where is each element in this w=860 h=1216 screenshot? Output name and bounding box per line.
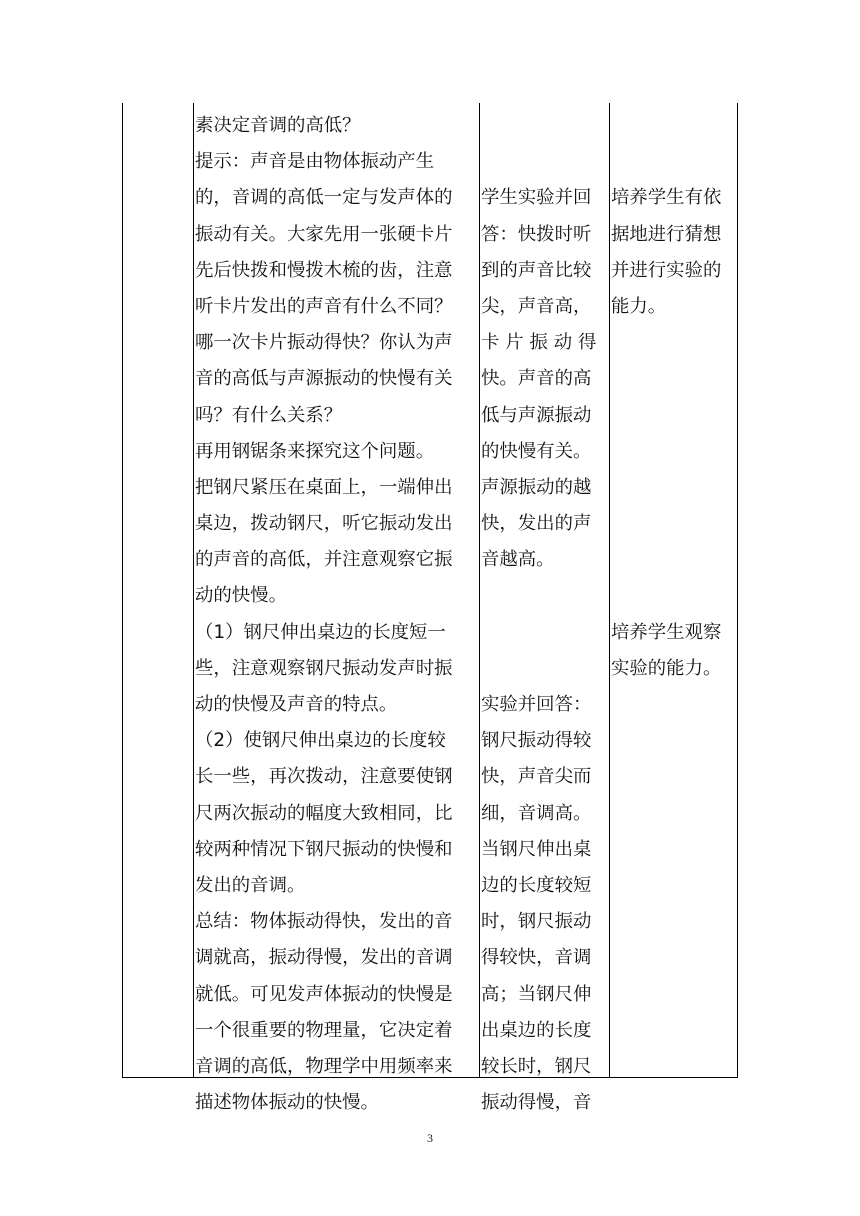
- page-number: 3: [427, 1131, 433, 1145]
- text-line: 音越高。: [481, 549, 555, 571]
- text-line: 总结：物体振动得快，发出的音: [195, 911, 453, 933]
- text-line: 再用钢锯条来探究这个问题。: [195, 440, 435, 462]
- text-line: 快，声音尖而: [481, 766, 592, 788]
- text-line: 发出的音调。: [195, 874, 306, 896]
- blank-line: [611, 398, 737, 434]
- column-divider-1: [193, 103, 194, 1078]
- text-line: 出桌边的长度: [481, 1019, 592, 1041]
- text-line: 的快慢有关。: [481, 440, 592, 462]
- column-divider-3: [609, 103, 610, 1078]
- text-line: 提示：声音是由物体振动产生: [195, 151, 435, 173]
- text-line: 描述物体振动的快慢。: [195, 1092, 379, 1114]
- table-column-student-activity: [481, 108, 609, 1121]
- text-line: 动的快慢。: [195, 585, 287, 607]
- blank-line: [611, 144, 737, 180]
- text-line: 振动有关。大家先用一张硬卡片: [195, 223, 453, 245]
- text-line: 低与声源振动: [481, 404, 592, 426]
- text-line: 音调的高低，物理学中用频率来: [195, 1055, 453, 1077]
- blank-line: [611, 578, 737, 614]
- text-line: 到的声音比较: [481, 259, 592, 281]
- table-column-process: [195, 108, 479, 1121]
- text-line: 的声音的高低，并注意观察它振: [195, 549, 453, 571]
- text-line: 据地进行猜想: [611, 223, 722, 245]
- blank-line: [611, 542, 737, 578]
- text-line: （2）使钢尺伸出桌边的长度较: [195, 730, 446, 752]
- text-line: 尺两次振动的幅度大致相同，比: [195, 802, 453, 824]
- text-line: 声源振动的越: [481, 476, 592, 498]
- table-border-right: [737, 103, 738, 1078]
- text-line: 就低。可见发声体振动的快慢是: [195, 983, 453, 1005]
- text-line: 尖，声音高，: [481, 295, 592, 317]
- column-divider-2: [479, 103, 480, 1078]
- table-column-design-intent: [611, 108, 737, 687]
- blank-line: [611, 325, 737, 361]
- text-line: 时，钢尺振动: [481, 911, 592, 933]
- text-line: 培养学生观察: [611, 621, 722, 643]
- text-line: 长一些，再次拨动，注意要使钢: [195, 766, 453, 788]
- text-line: 学生实验并回: [481, 187, 592, 209]
- blank-line: [481, 615, 609, 651]
- text-line: 实验的能力。: [611, 657, 722, 679]
- text-line: 素决定音调的高低？: [195, 115, 361, 136]
- blank-line: [481, 578, 609, 614]
- text-line: 振动得慢，音: [481, 1092, 592, 1114]
- text-line: 调就高，振动得慢，发出的音调: [195, 947, 453, 969]
- text-line: 边的长度较短: [481, 874, 592, 896]
- text-line: 得较快，音调: [481, 947, 592, 969]
- blank-line: [611, 361, 737, 397]
- text-line: 钢尺振动得较: [481, 730, 592, 752]
- table-border-left: [122, 103, 123, 1078]
- text-line: 些，注意观察钢尺振动发声时振: [195, 657, 453, 679]
- blank-line: [611, 470, 737, 506]
- blank-line: [481, 651, 609, 687]
- text-line: 当钢尺伸出桌: [481, 838, 592, 860]
- text-line: 快，发出的声: [481, 513, 592, 535]
- text-line: 实验并回答：: [481, 694, 592, 715]
- text-line: 较两种情况下钢尺振动的快慢和: [195, 838, 453, 860]
- text-line: 卡 片 振 动 得: [481, 332, 597, 354]
- text-line: 一个很重要的物理量，它决定着: [195, 1019, 453, 1041]
- text-line: （1）钢尺伸出桌边的长度短一: [195, 621, 446, 643]
- blank-line: [481, 144, 609, 180]
- text-line: 细，音调高。: [481, 802, 592, 824]
- text-line: 快。声音的高: [481, 368, 592, 390]
- text-line: 哪一次卡片振动得快？你认为声: [195, 332, 453, 354]
- text-line: 音的高低与声源振动的快慢有关: [195, 368, 453, 390]
- text-line: 并进行实验的: [611, 259, 722, 281]
- blank-line: [611, 506, 737, 542]
- text-line: 培养学生有依: [611, 187, 722, 209]
- text-line: 把钢尺紧压在桌面上，一端伸出: [195, 476, 453, 498]
- text-line: 吗？有什么关系？: [195, 404, 343, 426]
- blank-line: [481, 108, 609, 144]
- text-line: 动的快慢及声音的特点。: [195, 694, 398, 715]
- blank-line: [611, 108, 737, 144]
- text-line: 答：快拨时听: [481, 223, 592, 245]
- text-line: 先后快拨和慢拨木梳的齿，注意: [195, 259, 453, 281]
- text-line: 的，音调的高低一定与发声体的: [195, 187, 453, 209]
- text-line: 听卡片发出的声音有什么不同？: [195, 295, 453, 317]
- text-line: 桌边，拨动钢尺，听它振动发出: [195, 513, 453, 535]
- blank-line: [611, 434, 737, 470]
- text-line: 能力。: [611, 295, 667, 317]
- text-line: 高；当钢尺伸: [481, 983, 592, 1005]
- text-line: 较长时，钢尺: [481, 1055, 592, 1077]
